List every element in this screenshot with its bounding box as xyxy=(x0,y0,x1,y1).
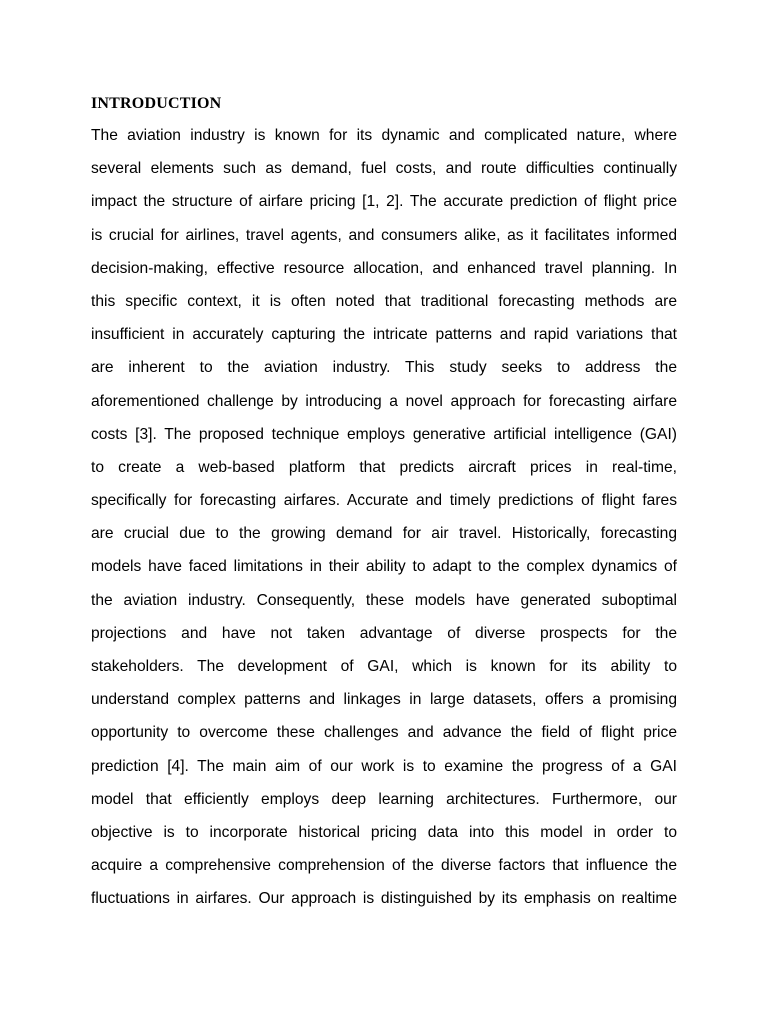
text-line: models have faced limitations in their ability to adapt to the complex dynamics of xyxy=(91,558,677,576)
text-line: fluctuations in airfares. Our approach is distinguished by its emphasis on realtime xyxy=(91,890,677,908)
text-line: objective is to incorporate historical pricing data into this model in order to xyxy=(91,823,677,841)
text-line: costs [3]. The proposed technique employs generative artificial intelligence (GAI) xyxy=(91,425,677,443)
text-line: this specific context, it is often noted that traditional forecasting methods are xyxy=(91,292,677,310)
section-heading: INTRODUCTION xyxy=(91,95,222,112)
text-line: the aviation industry. Consequently, these models have generated suboptimal xyxy=(91,591,677,609)
body-paragraph xyxy=(91,122,677,919)
text-line: projections and have not taken advantage of diverse prospects for the xyxy=(91,624,677,642)
text-line: acquire a comprehensive comprehension of the diverse factors that influence the xyxy=(91,857,677,875)
text-line: to create a web-based platform that predicts aircraft prices in real-time, xyxy=(91,458,677,476)
text-line: impact the structure of airfare pricing [1, 2]. The accurate prediction of flight price xyxy=(91,193,677,211)
text-line: is crucial for airlines, travel agents, and consumers alike, as it facilitates informed xyxy=(91,226,677,244)
text-line: understand complex patterns and linkages in large datasets, offers a promising xyxy=(91,691,677,709)
text-line: The aviation industry is known for its dynamic and complicated nature, where xyxy=(91,127,677,144)
text-line: insufficient in accurately capturing the intricate patterns and rapid variations that xyxy=(91,326,677,344)
text-line: several elements such as demand, fuel costs, and route difficulties continually xyxy=(91,160,677,178)
text-line: decision-making, effective resource allocation, and enhanced travel planning. In xyxy=(91,259,677,277)
text-line: are crucial due to the growing demand for air travel. Historically, forecasting xyxy=(91,525,677,543)
text-line: opportunity to overcome these challenges and advance the field of flight price xyxy=(91,724,677,742)
text-line: stakeholders. The development of GAI, which is known for its ability to xyxy=(91,658,677,675)
text-line: prediction [4]. The main aim of our work is to examine the progress of a GAI xyxy=(91,757,677,775)
text-line: are inherent to the aviation industry. This study seeks to address the xyxy=(91,359,677,377)
text-line: specifically for forecasting airfares. Accurate and timely predictions of flight fares xyxy=(91,492,677,510)
text-line: model that efficiently employs deep learning architectures. Furthermore, our xyxy=(91,790,677,808)
text-line: aforementioned challenge by introducing a novel approach for forecasting airfare xyxy=(91,392,677,410)
